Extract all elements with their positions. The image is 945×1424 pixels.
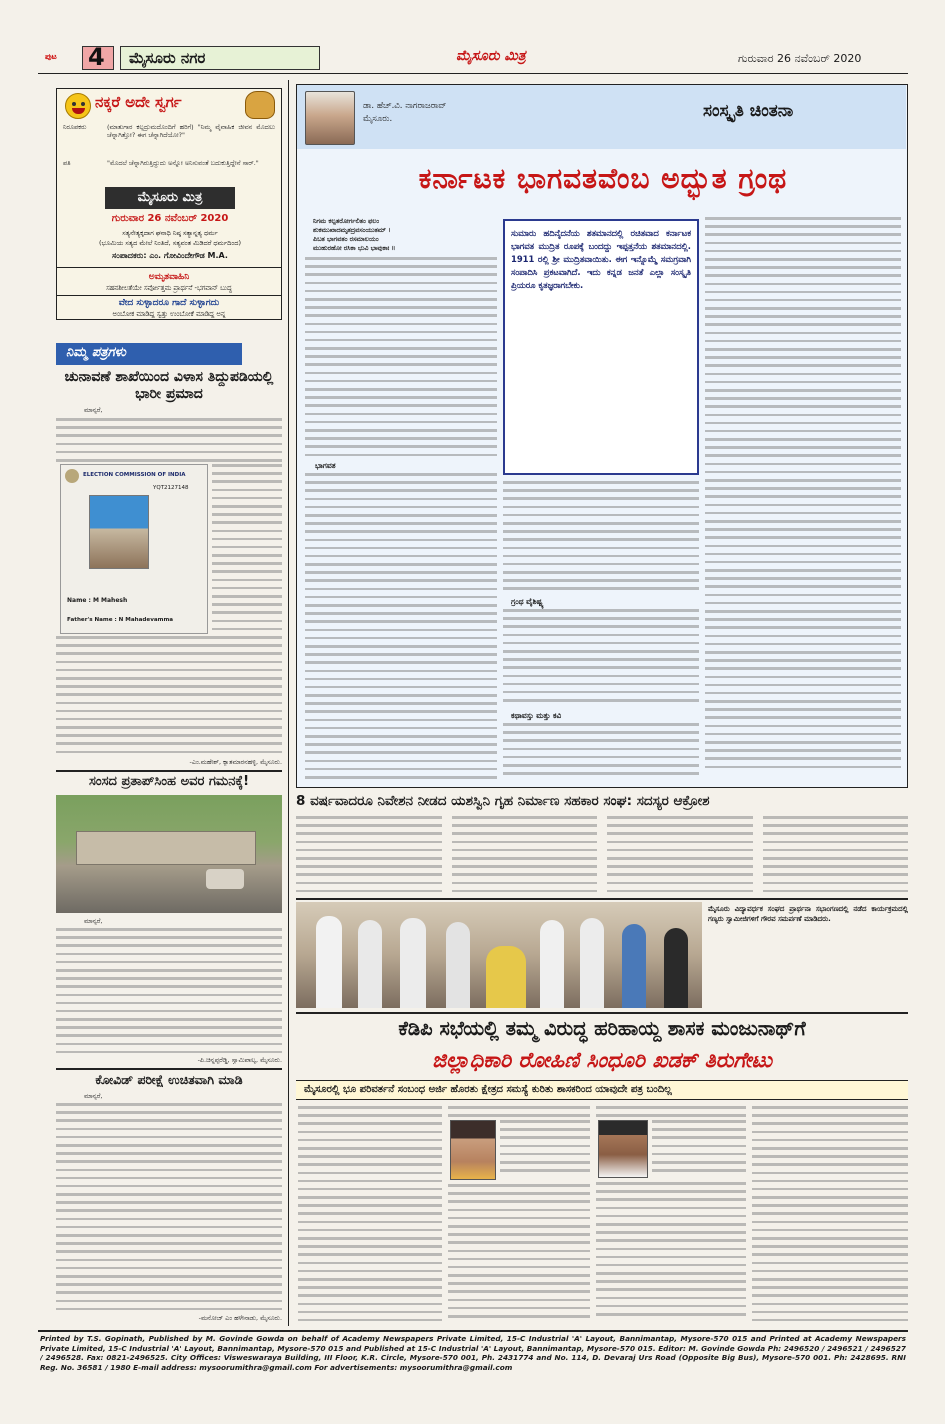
- humor-row-2-text: "ಮೊದಲೆ ಚೆನ್ನಾಗಿರುತ್ತಿದ್ದುದು ಅನ್ನೋ ಅನಿಸುವಂತೆ ಬದುಕುತ್ತಿದ್ದೇನೆ ಸಾರ್.": [107, 159, 259, 167]
- letter1-salute: ಮಾನ್ಯರೆ,: [84, 406, 103, 414]
- veda-title: ವೇದ ಸುಳ್ಳಾದರೂ ಗಾದೆ ಸುಳ್ಳಾಗದು: [118, 298, 220, 308]
- paper-logo: ಮೈಸೂರು ಮಿತ್ರ: [456, 48, 526, 64]
- page-header: [38, 44, 908, 74]
- letter2-body: [56, 928, 282, 1054]
- verse-line-2: ಶುಕಮುಖಾದಮೃತದ್ರವಸಂಯುತಮ್ ।: [313, 226, 391, 234]
- highlight-box: [503, 219, 699, 475]
- sub-bhagavata: ಭಾಗವತ: [315, 461, 336, 470]
- mla-photo: [598, 1120, 648, 1178]
- highlight-box-text: ಸುಮಾರು ಹದಿನೈದನೆಯ ಶತಮಾನದಲ್ಲಿ ರಚಿತವಾದ ಕರ್ನಾಟಕ ಭಾಗವತ ಮುದ್ರಿತ ರೂಪಕ್ಕೆ ಬಂದದ್ದು ಇಪ್ಪತ್ತನೆಯ ಶತಮಾನದಲ್ಲಿ. 1911 ರಲ್ಲಿ ಶ್ರೀ ಮುದ್ರಿತವಾಯಿತು. ಈಗ ಇನ್ನೊಮ್ಮೆ ಸಮಗ್ರವಾಗಿ ಸಂಪಾದಿಸಿ ಪ್ರಕಟವಾಗಿದೆ. ಇದು ಕನ್ನಡ ಜನತೆ ಎಲ್ಲಾ ಸಂಸ್ಕೃತಿ ಪ್ರಿಯರೂ ಕೃತಜ್ಞರಾಗಬೇಕು.: [511, 228, 691, 290]
- humor-row-1-label: ನಿರೂಪಕರು: [63, 123, 87, 131]
- letters-header: ನಿಮ್ಮ ಪತ್ರಗಳು: [56, 343, 242, 365]
- kdp-col3-text-top: [596, 1106, 746, 1120]
- group-photo: [296, 902, 702, 1008]
- feature-col2-text: [503, 481, 699, 595]
- column-name: ಸಂಸ್ಕೃತಿ ಚಿಂತನಾ: [703, 101, 794, 121]
- amrita-title: ಅಮೃತವಾಹಿನಿ: [148, 272, 190, 282]
- voter-id-card: [60, 464, 208, 634]
- imprint: Printed by T.S. Gopinath, Published by M. Govinde Gowda on behalf of Academy Newspapers Private Limited, 15-C Industrial 'A' Layout, Bannimantap, Mysore-570 015 and Printed at Academy Newspapers Private Limited, 15-C Industrial 'A' Layout, Bannimantap, Mysore-570 015 and Published at 15-C Industrial 'A' Layout, Bannimantap, Mysore-570 015. Editor: M. Govinde Gowda Ph: 2496520 / 2496521 / 2496527 / 2496528. Fax: 0821-2496525. City Offices: Visweswaraya Building, III Floor, K.R. Circle, Mysore-570 001, Ph. 2431774 and No. 114, D. Devaraj Urs Road (Opposite Big Bus), Mysore-570 001. Ph: 2428695. RNI Reg. No. 36581 / 1980 E-mail address: mysoorumithra@gmail.com For advertisements: mysoorumithra@gmail.com: [40, 1334, 906, 1372]
- street-photo: [56, 795, 282, 913]
- id-card-epic: YQT2127148: [153, 485, 189, 491]
- humor-box: [56, 88, 282, 320]
- author-name: ಡಾ. ಹೆಚ್.ವಿ. ನಾಗರಾಜರಾವ್: [363, 101, 447, 111]
- verse-line-3: ಪಿಬತ ಭಾಗವತಂ ರಸಮಾಲಯಂ: [313, 235, 379, 243]
- letter1-body-bottom: [56, 636, 282, 758]
- housing-headline: 8 ವರ್ಷವಾದರೂ ನಿವೇಶನ ನೀಡದ ಯಶಸ್ವಿನಿ ಗೃಹ ನಿರ್ಮಾಣ ಸಹಕಾರ ಸಂಘ: ಸದಸ್ಯರ ಆಕ್ರೋಶ: [296, 793, 710, 809]
- page-number-text: 4: [88, 43, 105, 71]
- letter3-salute: ಮಾನ್ಯರೆ,: [84, 1092, 103, 1100]
- box-line-2: (ಭೂಮಿಯ ಸತ್ಯದ ಮೇಲೆ ನಿಂತಿದೆ, ಸತ್ಯವಂತ ಮಿಡಿದರೆ ಧರ್ಮದಿಂದ): [99, 239, 241, 247]
- kdp-subhead: ಮೈಸೂರಲ್ಲಿ ಭೂ ಪರಿವರ್ತನೆ ಸಂಬಂಧ ಅರ್ಜಿ ಹೊರತು ಕ್ಷೇತ್ರದ ಸಮಸ್ಯೆ ಕುರಿತು ಶಾಸಕರಿಂದ ಯಾವುದೇ ಪತ್ರ ಬಂದಿಲ್ಲ: [296, 1080, 908, 1100]
- feature-col1-text-2: [305, 473, 497, 783]
- letter1-body-right: [212, 464, 282, 634]
- verse-line-1: ನಿಗಮ ಕಲ್ಪತರೋರ್ಗಲಿತಂ ಫಲಂ: [313, 217, 380, 225]
- feature-article: [296, 84, 908, 788]
- kdp-col3-text-side: [652, 1120, 746, 1178]
- box-line-1: ಸತ್ಯನೇತ್ಯಕ್ಕದಾಗ ಘನಾಧಿ ನಿಷ್ಠ ಸತ್ಯಾನ್ನತ್ಯ ಧರ್ಮ: [122, 229, 218, 237]
- sub-gadya: ಗ್ರಂಥ ವೈಶಿಷ್ಟ್ಯ: [511, 597, 544, 606]
- housing-article-text: [296, 816, 908, 896]
- letter3-signature: -ಮನೋಜ್ ಎಂ ಹಳೇನಾಡು, ಮೈಸೂರು.: [198, 1314, 282, 1322]
- smiley-icon: [65, 93, 91, 119]
- letter2-title: ಸಂಸದ ಪ್ರತಾಪ್‌ಸಿಂಹ ಅವರ ಗಮನಕ್ಕೆ!: [88, 774, 250, 789]
- page-label: ಪುಟ: [45, 52, 57, 61]
- humor-title: ನಕ್ಕರೆ ಅದೇ ಸ್ವರ್ಗ: [95, 93, 182, 111]
- id-card-title: ELECTION COMMISSION OF INDIA: [83, 472, 186, 478]
- column-divider: [288, 80, 289, 1326]
- kdp-col2-text-top: [448, 1106, 590, 1120]
- author-photo: [305, 91, 355, 145]
- kdp-col4-text: [752, 1106, 908, 1326]
- kdp-headline-1: ಕೆಡಿಪಿ ಸಭೆಯಲ್ಲಿ ತಮ್ಮ ವಿರುದ್ಧ ಹರಿಹಾಯ್ದ ಶಾಸಕ ಮಂಜುನಾಥ್‌ಗೆ: [398, 1017, 806, 1040]
- box-editor: ಸಂಪಾದಕರು: ಎಂ. ಗೋವಿಂದೇಗೌಡ M.A.: [112, 251, 228, 260]
- id-card-emblem-icon: [65, 469, 79, 483]
- photo-caption: ಮೈಸೂರು ವಿದ್ಯಾವರ್ಧಕ ಸಂಘದ ಪ್ರಾರ್ಥನಾ ಸಭಾಂಗಣದಲ್ಲಿ ನಡೆದ ಕಾರ್ಯಕ್ರಮದಲ್ಲಿ ಗಣ್ಯರು ಸ್ವಾಮೀಜಿಗಳಿಗೆ ಗೌರವ ಸಮರ್ಪಣೆ ಮಾಡಿದರು.: [708, 905, 908, 924]
- feature-col2-text-3: [503, 723, 699, 783]
- kdp-col2-text-bottom: [448, 1184, 590, 1326]
- letter1-signature: -ಎಂ.ಮಹೇಶ್, ಕ್ಯಾತಮಾರನಹಳ್ಳಿ, ಮೈಸೂರು.: [189, 758, 282, 766]
- kdp-col1-text: [298, 1106, 442, 1326]
- box-date: ಗುರುವಾರ 26 ನವೆಂಬರ್ 2020: [111, 213, 229, 224]
- cartoon-icon: [245, 91, 275, 119]
- kdp-col2-text-side: [500, 1120, 590, 1180]
- letter2-signature: -ಪಿ.ಚಿನ್ನಪ್ಪರೆಡ್ಡಿ, ಸ್ವಾಮಿಪಾಲ್ಯ, ಮೈಸೂರು.: [197, 1056, 282, 1064]
- id-card-photo: [89, 495, 149, 569]
- letter1-body-top: [56, 418, 282, 462]
- letter3-body: [56, 1103, 282, 1313]
- id-card-name: Name : M Mahesh: [67, 597, 128, 604]
- humor-row-1-text: (ಮಾತುಗಾರ ಕಲ್ಪದ್ರುಮದೊಂದಿಗೆ ಹರಿಗೆ) "ನಿಮ್ಮ ವೈವಾಹಿಕ ಜೀವನ ಮೊದಲು ಚೆನ್ನಾಗಿತ್ತೋ? ಈಗ ಚೆನ್ನಾಗಿದೆಯೋ?": [107, 123, 275, 140]
- feature-col1-text: [305, 257, 497, 461]
- letter1-title: ಚುನಾವಣೆ ಶಾಖೆಯಿಂದ ವಿಳಾಸ ತಿದ್ದುಪಡಿಯಲ್ಲಿ ಭಾರೀ ಪ್ರಮಾದ: [64, 369, 274, 402]
- verse-line-4: ಮುಹುರಹೋ ರಸಿಕಾ ಭುವಿ ಭಾವುಕಾಃ ॥: [313, 244, 396, 252]
- amrita-text: ಸಹನಶೀಲತೆಯೇ ಸರ್ವೋತ್ತಮ ಪ್ರಾರ್ಥನೆ -ಭಗವಾನ್ ಬುದ್ಧ: [106, 284, 232, 292]
- feature-col2-text-2: [503, 609, 699, 709]
- feature-headline: ಕರ್ನಾಟಕ ಭಾಗವತವೆಂಬ ಅದ್ಭುತ ಗ್ರಂಥ: [418, 162, 788, 195]
- humor-row-2-label: ಪತಿ: [63, 159, 71, 167]
- veda-text: ಅಂಬೋಕ ಮಾಡಿದ್ದ ಸ್ವತ್ತು ಉಂಬೋಕೆ ಮಾಡಿದ್ದ ಅನ್ನ: [112, 310, 226, 318]
- collector-photo: [450, 1120, 496, 1180]
- page-date: ಗುರುವಾರ 26 ನವೆಂಬರ್ 2020: [738, 52, 862, 65]
- sub-kathe: ಕಥಾವಸ್ತು ಮತ್ತು ಕವಿ: [511, 711, 562, 720]
- author-city: ಮೈಸೂರು.: [363, 114, 393, 124]
- box-logo: ಮೈಸೂರು ಮಿತ್ರ: [105, 187, 235, 209]
- letter2-salute: ಮಾನ್ಯರೆ,: [84, 917, 103, 925]
- letter3-title: ಕೋವಿಡ್ ಪರೀಕ್ಷೆ ಉಚಿತವಾಗಿ ಮಾಡಿ: [95, 1072, 243, 1087]
- kdp-headline-2: ಜಿಲ್ಲಾಧಿಕಾರಿ ರೋಹಿಣಿ ಸಿಂಧೂರಿ ಖಡಕ್ ತಿರುಗೇಟು: [431, 1048, 773, 1072]
- id-card-father: Father's Name : N Mahadevamma: [67, 617, 174, 623]
- kdp-col3-text-bottom: [596, 1182, 746, 1326]
- feature-col3-text: [705, 217, 901, 783]
- section-name: ಮೈಸೂರು ನಗರ: [120, 46, 320, 70]
